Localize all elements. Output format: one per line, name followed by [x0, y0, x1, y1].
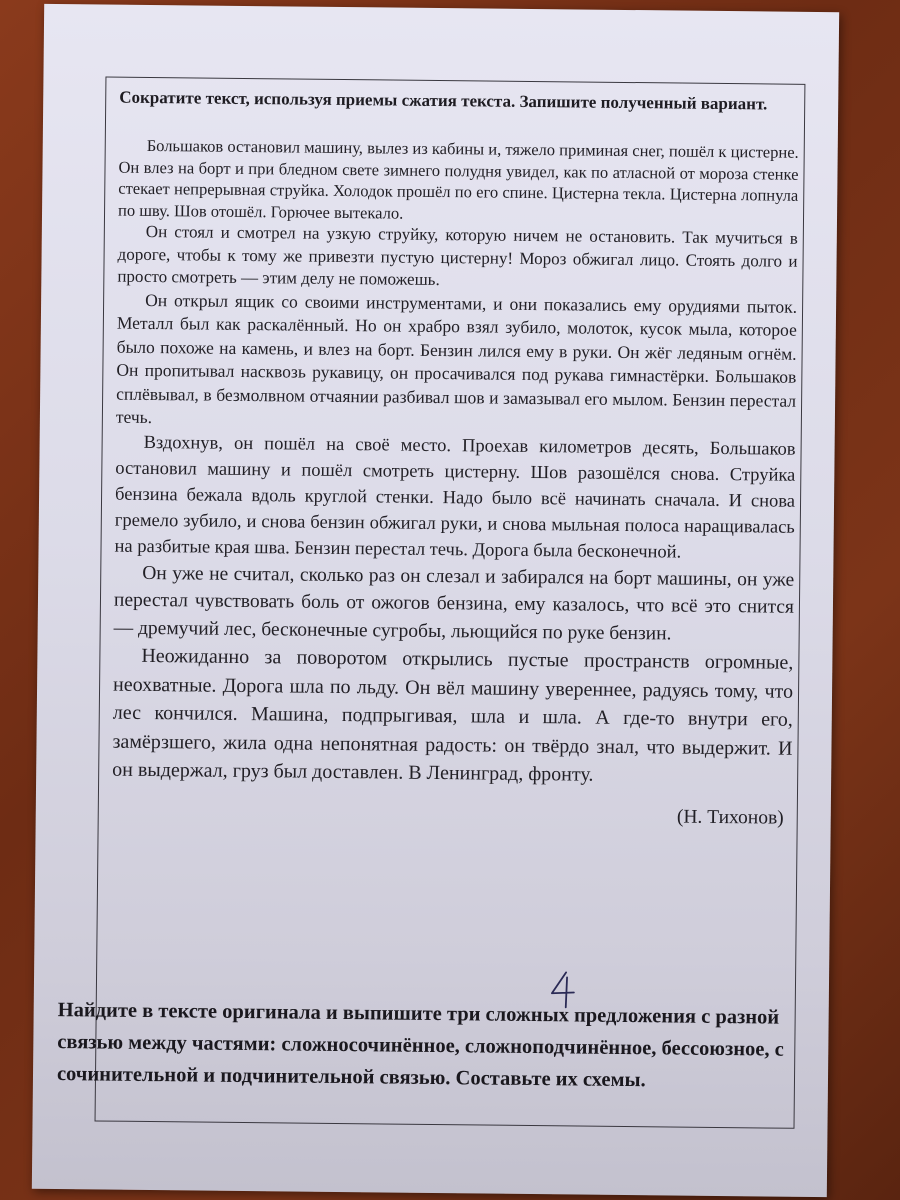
story-text [112, 135, 799, 792]
task-instruction-top: Сократите текст, используя приемы сжатия текста. Запишите полученный вариант. [119, 87, 768, 114]
story-paragraph-6: Неожиданно за поворотом открылись пустые пространств огромные, неохватные. Дорога шла по льду. Он вёл машину увереннее, радуясь тому, что лес кончился. Машина, подпрыгивая, шла и шла. А где-то внутри его, замёрзшего, жила одна непонятная радость: он твёрдо знал, что выдержит. И он выдержал, груз был доставлен. В Ленинград, фронту. [112, 644, 794, 786]
paper-sheet [32, 4, 839, 1197]
author-attribution: (Н. Тихонов) [676, 806, 784, 829]
story-paragraph-1: Большаков остановил машину, вылез из кабины и, тяжело приминая снег, пошёл к цистерне. Он влез на борт и при бледном свете зимнего полудня увидел, как по атласной от мороза стенке стекает непрерывная струйка. Холодок прошёл по его спине. Цистерна текла. Цистерна лопнула по шву. Шов отошёл. Горючее вытекало. [117, 135, 799, 223]
frame-content [112, 87, 800, 830]
story-paragraph-4: Вздохнув, он пошёл на своё место. Проехав километров десять, Большаков остановил машину и пошёл смотреть цистерну. Шов разошёлся снова. Струйка бензина бежала вдоль круглой стенки. Надо было всё начинать сначала. И снова гремело зубило, и снова бензин обжигал руки, и снова мыльная полоса наращивалась на разбитые края шва. Бензин перестал течь. Дорога была бесконечной. [114, 432, 796, 563]
story-paragraph-3: Он открыл ящик со своими инструментами, и они показались ему орудиями пыток. Металл был как раскалённый. Но он храбро взял зубило, молоток, кусок мыла, которое было похоже на камень, и влез на борт. Бензин лился ему в руки. Он жёг ледяным огнём. Он пропитывал насквозь рукавицу, он просачивался под рукава гимнастёрки. Большаков сплёвывал, в безмолвном отчаянии разбивал шов и замазывал его мылом. Бензин перестал течь. [115, 289, 798, 428]
story-paragraph-5: Он уже не считал, сколько раз он слезал и забирался на борт машины, он уже перестал чувствовать боль от ожогов бензина, ему казалось, что всё это снится — дремучий лес, бесконечные сугробы, льющийся по руке бензин. [113, 562, 795, 644]
task-instruction-bottom: Найдите в тексте оригинала и выпишите три сложных предложения с разной связью между частями: сложносочинённое, сложноподчинённое, бессоюзное, с сочинительной и подчинительной связью. Составьте их схемы. [56, 999, 784, 1092]
story-paragraph-2: Он стоял и смотрел на узкую струйку, которую ничем не остановить. Так мучиться в дороге, чтобы к тому же привезти пустую цистерну! Мороз обжигал лицо. Стоять долго и просто смотреть — этим делу не поможешь. [117, 221, 798, 290]
